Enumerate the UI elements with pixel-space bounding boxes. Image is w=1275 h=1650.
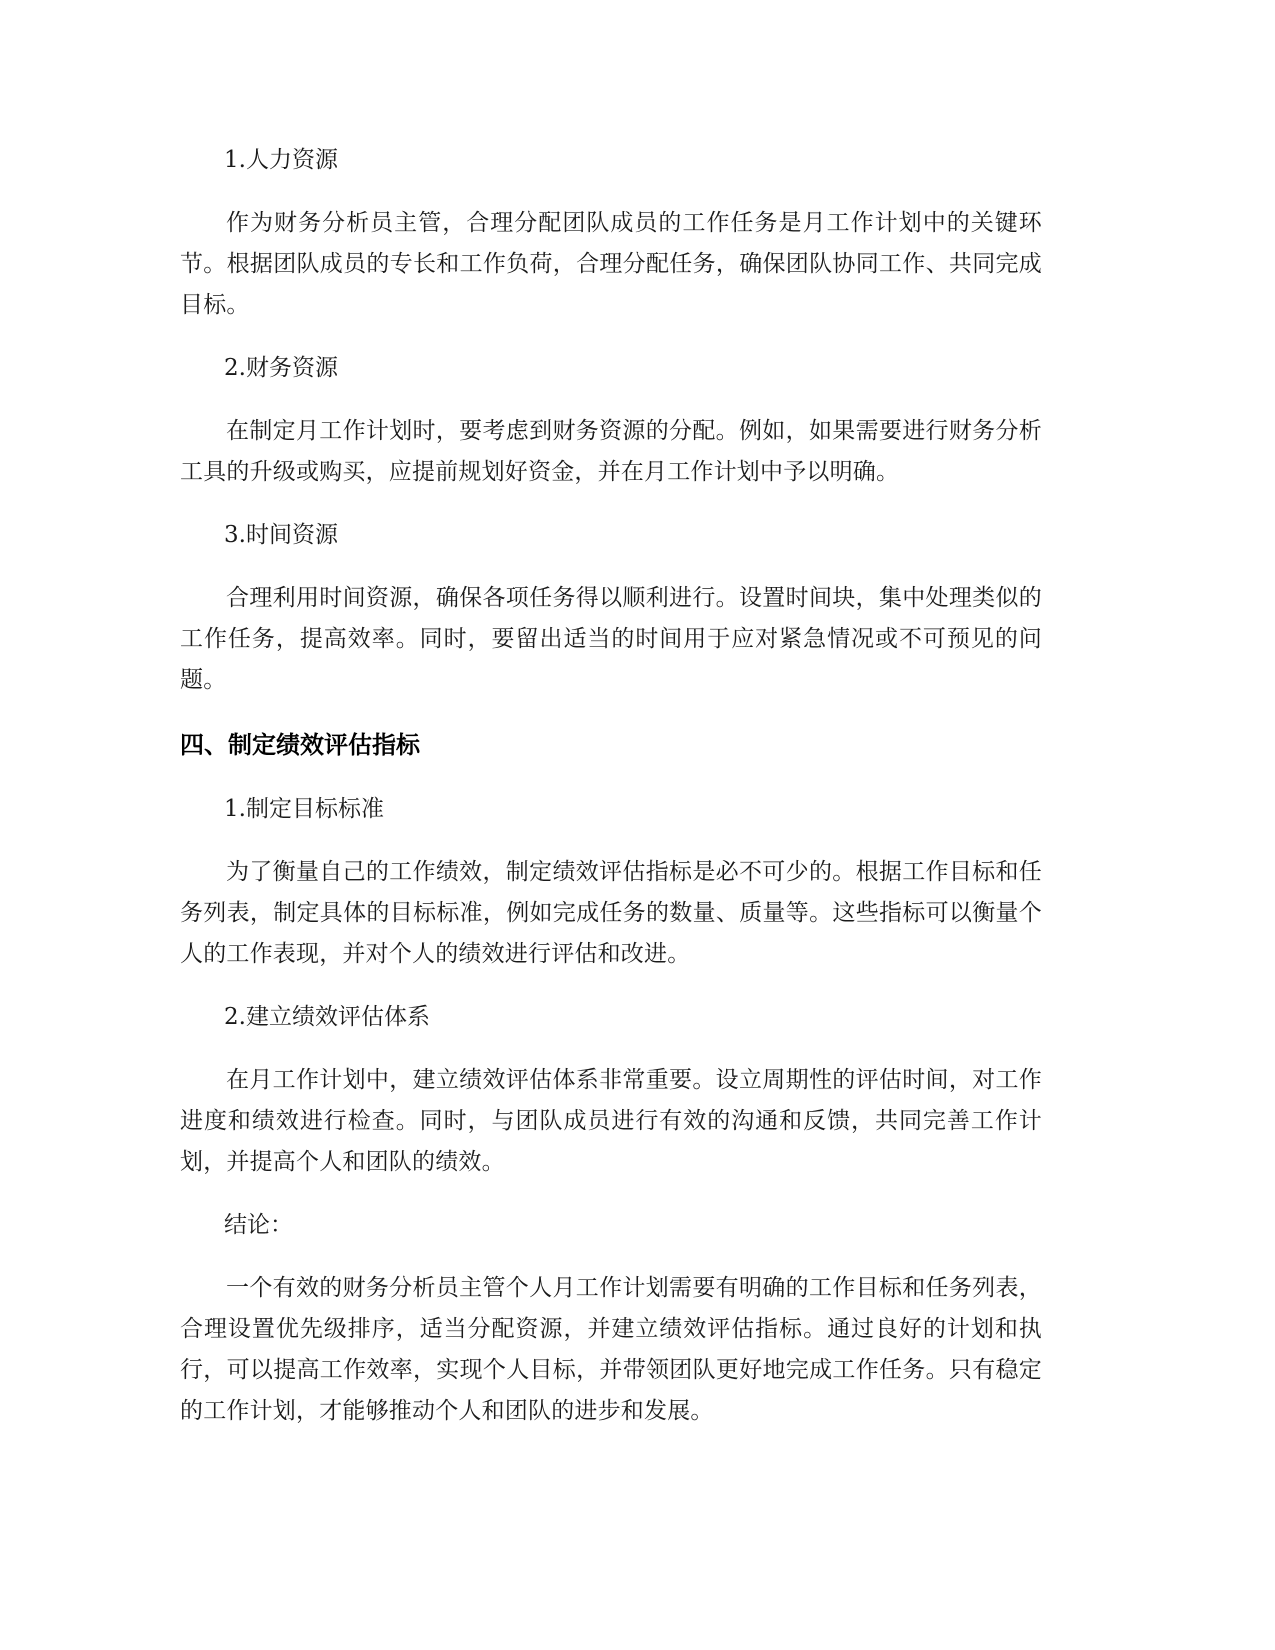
- paragraph-time-resources: 合理利用时间资源，确保各项任务得以顺利进行。设置时间块，集中处理类似的工作任务，提高效率。同时，要留出适当的时间用于应对紧急情况或不可预见的问题。: [180, 585, 1042, 693]
- section-heading-performance-metrics: 四、制定绩效评估指标: [180, 731, 420, 759]
- subheading-time-resources: 3.时间资源: [224, 522, 338, 548]
- paragraph-evaluation-system: 在月工作计划中，建立绩效评估体系非常重要。设立周期性的评估时间，对工作进度和绩效进行检查。同时，与团队成员进行有效的沟通和反馈，共同完善工作计划，并提高个人和团队的绩效。: [180, 1067, 1042, 1175]
- paragraph-target-standards: 为了衡量自己的工作绩效，制定绩效评估指标是必不可少的。根据工作目标和任务列表，制定具体的目标标准，例如完成任务的数量、质量等。这些指标可以衡量个人的工作表现，并对个人的绩效进行评估和改进。: [180, 859, 1042, 967]
- subheading-human-resources: 1.人力资源: [224, 147, 338, 173]
- subheading-target-standards: 1.制定目标标准: [224, 796, 384, 822]
- subheading-financial-resources: 2.财务资源: [224, 355, 338, 381]
- paragraph-financial-resources: 在制定月工作计划时，要考虑到财务资源的分配。例如，如果需要进行财务分析工具的升级或购买，应提前规划好资金，并在月工作计划中予以明确。: [180, 418, 1042, 485]
- document-body: [180, 140, 1042, 1454]
- paragraph-conclusion: 一个有效的财务分析员主管个人月工作计划需要有明确的工作目标和任务列表，合理设置优先级排序，适当分配资源，并建立绩效评估指标。通过良好的计划和执行，可以提高工作效率，实现个人目标，并带领团队更好地完成工作任务。只有稳定的工作计划，才能够推动个人和团队的进步和发展。: [180, 1275, 1042, 1424]
- paragraph-human-resources: 作为财务分析员主管，合理分配团队成员的工作任务是月工作计划中的关键环节。根据团队成员的专长和工作负荷，合理分配任务，确保团队协同工作、共同完成目标。: [180, 210, 1042, 318]
- subheading-conclusion: 结论：: [224, 1212, 293, 1238]
- subheading-evaluation-system: 2.建立绩效评估体系: [224, 1004, 430, 1030]
